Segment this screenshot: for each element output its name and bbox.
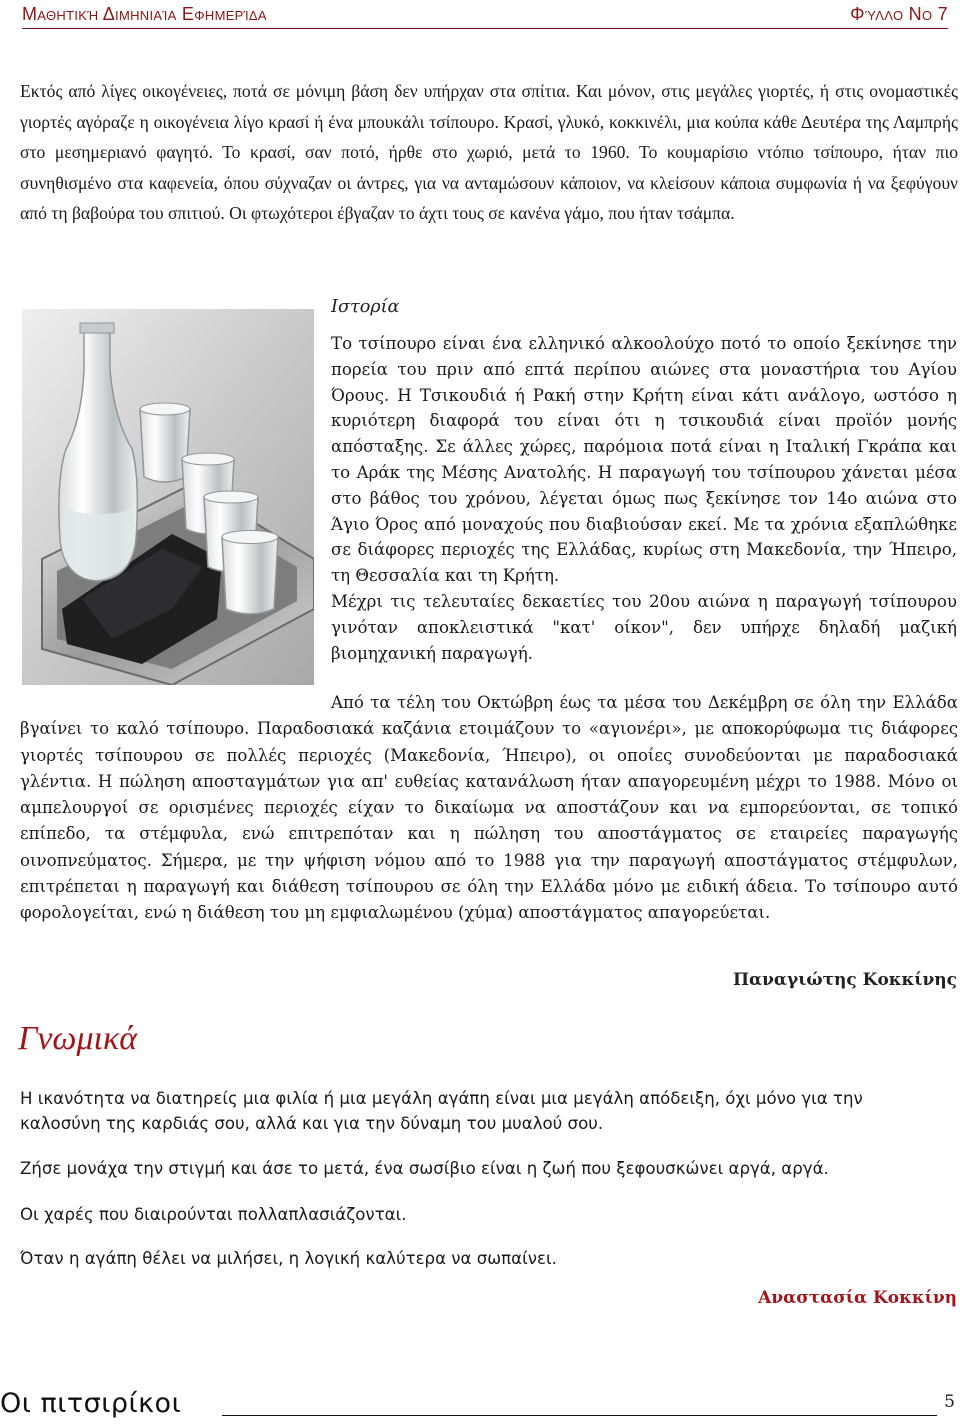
quote-4: Όταν η αγάπη θέλει να μιλήσει, η λογική καλύτερα να σωπαίνει. <box>20 1249 557 1268</box>
history-paragraph-1: Το τσίπουρο είναι ένα ελληνικό αλκοολούχο ποτό το οποίο ξεκίνησε την πορεία του πριν από επτά περίπου αιώνες στα μοναστήρια του Αγίου Όρους. Η Τσικουδιά ή Ρακή στην Κρήτη είναι κάτι ανάλογο, ωστόσο η κυριότερη διαφορά του είναι ότι η τσικουδιά είναι προϊόν μονής απόσταξης. Σε άλλες χώρες, παρόμοια ποτά είναι η Ιταλική Γκράπα και το Αράκ της Μέσης Ανατολής. Η παραγωγή του τσίπουρου χάνεται μέσα στο βάθος του χρόνου, λέγεται όμως πως ξεκίνησε τον 14ο αιώνα στο Άγιο Όρος από μοναχούς που διαβιούσαν εκεί. Με τα χρόνια εξαπλώθηκε σε διάφορες περιοχές της Ελλάδας, κυρίως στη Μακεδονία, την Ήπειρο, τη Θεσσαλία και τη Κρήτη. <box>331 334 957 586</box>
footer-title: Οι πιτσιρίκοι <box>0 1388 182 1419</box>
article-author: Παναγιώτης Κοκκίνης <box>732 970 957 990</box>
quote-2: Ζήσε μονάχα την στιγμή και άσε το μετά, ένα σωσίβιο είναι η ζωή που ξεφουσκώνει αργά, αργά. <box>20 1159 829 1178</box>
intro-paragraph: Εκτός από λίγες οικογένειες, ποτά σε μόνιμη βάση δεν υπήρχαν στα σπίτια. Και μόνον, στις μεγάλες γιορτές, ή στις ονομαστικές γιορτές αγόραζε η οικογένεια λίγο κρασί ή ένα μπουκάλι τσίπουρο. Κρασί, γλυκό, κοκκινέλι, μια κούπα κάθε Δευτέρα της Λαμπρής στο μεσημεριανό φαγητό. Το κρασί, σαν ποτό, ήρθε στο χωριό, μετά το 1960. Το κουμαρίσιο ντόπιο τσίπουρο, ήταν πιο συνηθισμένο στα καφενεία, όπου σύχναζαν οι άντρες, για να ανταμώσουν κάποιον, να κλείσουν κάποια συμφωνία ή να ξεφύγουν από τη βαβούρα του σπιτιού. Οι φτωχότεροι έβγαζαν το άχτι τους σε κανένα γάμο, που ήταν τσάμπα. <box>20 81 958 223</box>
newspaper-name: Μαθητική Διμηνιαία Εφημερίδα <box>22 4 267 24</box>
page-header <box>22 2 948 29</box>
history-section <box>331 331 957 666</box>
quote-3: Οι χαρές που διαιρούνται πολλαπλασιάζονται. <box>20 1205 407 1224</box>
quotes-author: Αναστασία Κοκκίνη <box>758 1288 957 1308</box>
gnomika-title: Γνωμικά <box>18 1020 138 1057</box>
footer-rule <box>222 1415 937 1416</box>
page-number: 5 <box>944 1392 955 1412</box>
history-title: Ιστορία <box>331 297 400 317</box>
season-paragraph: Από τα τέλη του Οκτώβρη έως τα μέσα του Δεκέμβρη σε όλη την Ελλάδα βγαίνει το καλό τσίπουρο. Παραδοσιακά καζάνια ετοιμάζουν το «αγιονέρι», με αποκορύφωμα τις διάφορες γιορτές τσίπουρου σε πολλές περιοχές (Μακεδονία, Ήπειρο), οι οποίες συνοδεύονται με παραδοσιακά γλέντια. Η πώληση αποσταγμάτων για απ' ευθείας κατανάλωση ήταν απαγορευμένη μέχρι το 1988. Μόνο οι αμπελουργοί σε ορισμένες περιοχές είχαν το δικαίωμα να αποστάζουν και να εμπορεύονται, σε τοπικό επίπεδο, τα στέμφυλα, ενώ επιτρεπόταν και η πώληση του αποστάγματος σε εταιρείες παραγωγής οινοπνεύματος. Σήμερα, με την ψήφιση νόμου από το 1988 για την παραγωγή αποστάγματος στέμφυλων, επιτρέπεται η παραγωγή και διάθεση τσίπουρου σε όλη την Ελλάδα μόνο με ειδική άδεια. Το τσίπουρο αυτό φορολογείται, ενώ η διάθεση του μη εμφιαλωμένου (χύμα) αποστάγματος απαγορεύεται. <box>20 693 958 923</box>
history-paragraph-2: Μέχρι τις τελευταίες δεκαετίες του 20ου αιώνα η παραγωγή τσίπουρου γινόταν αποκλειστικά "κατ' οίκον", δεν υπήρχε δηλαδή μαζική βιομηχανική παραγωγή. <box>331 591 957 663</box>
quote-1: Η ικανότητα να διατηρείς μια φιλία ή μια μεγάλη αγάπη είναι μια μεγάλη απόδειξη, όχι μόνο για την καλοσύνη της καρδιάς σου, αλλά και για την δύναμη του μυαλού σου. <box>20 1089 863 1133</box>
issue-number: Φύλλο Νο 7 <box>850 4 948 24</box>
tsipouro-photo <box>22 309 314 685</box>
